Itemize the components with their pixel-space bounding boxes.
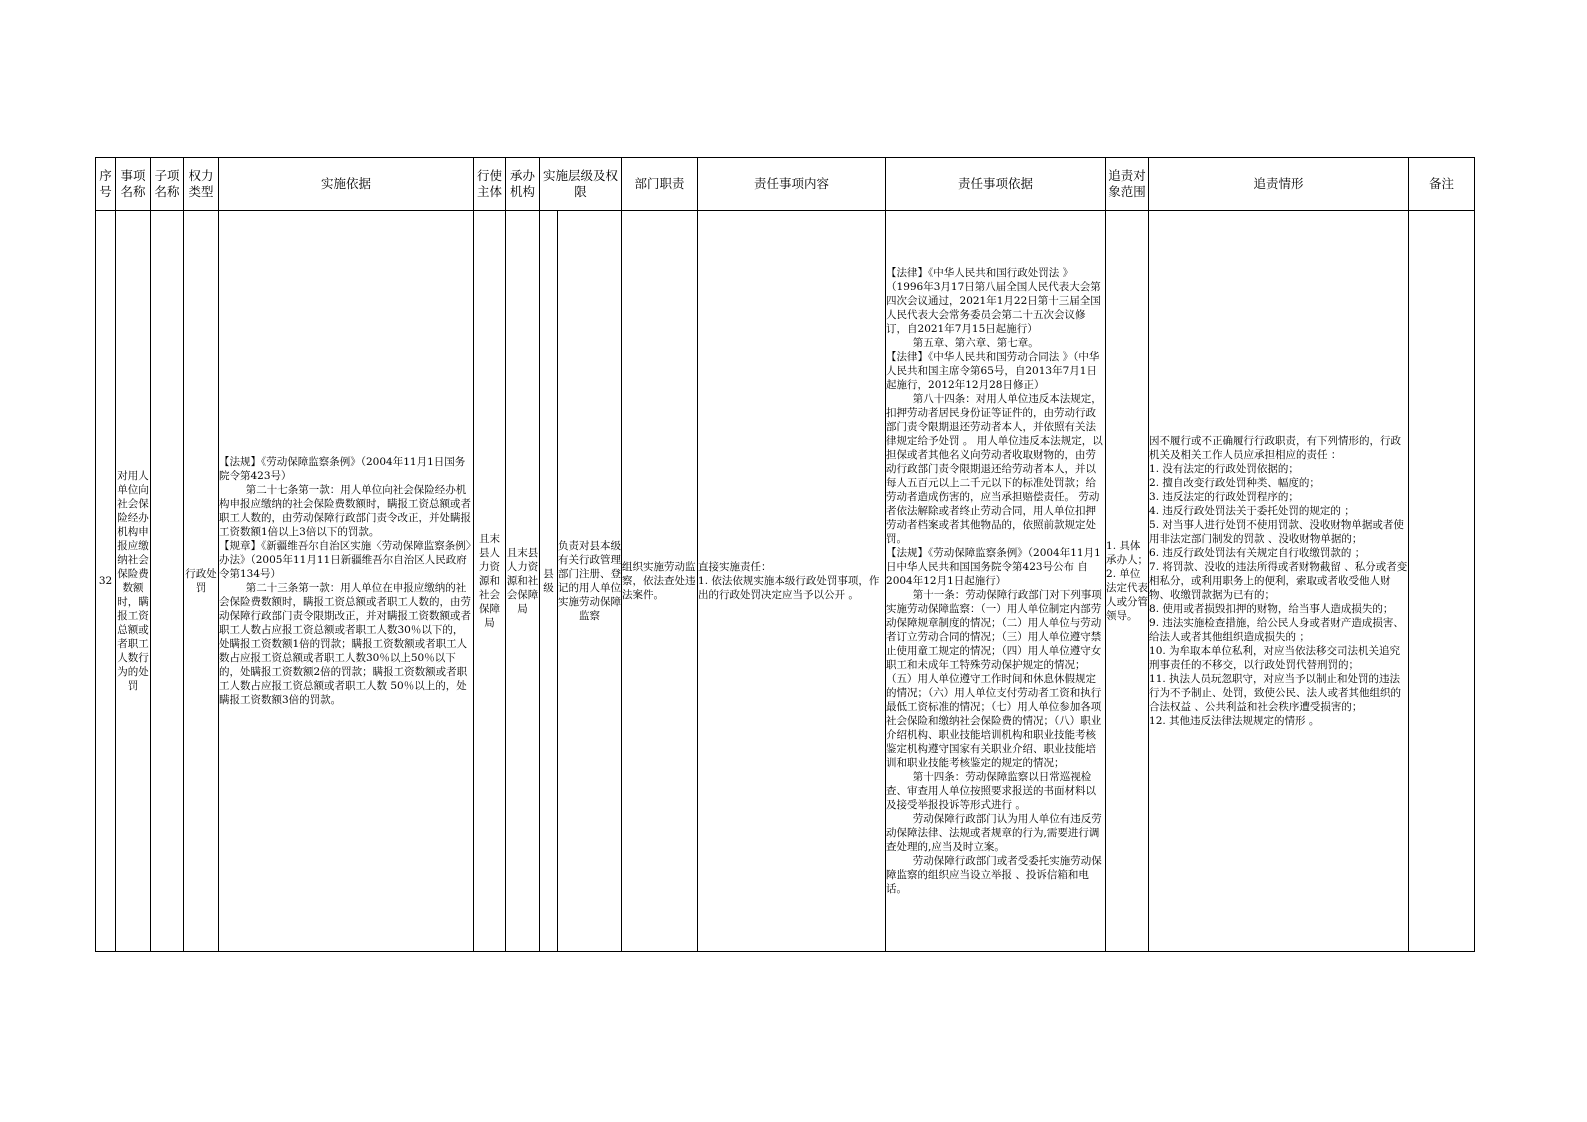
cell-subject: 且末县人力资源和社会保障局 [474,211,506,952]
cell-level-name: 县级 [540,211,558,952]
header-level: 实施层级及权限 [540,158,622,211]
cell-resp-content: 直接实施责任： 1. 依法依规实施本级行政处罚事项，作出的行政处罚决定应当予以公开 。 [698,211,886,952]
header-basis: 实施依据 [219,158,474,211]
cell-dept-duty: 组织实施劳动监察，依法查处违法案件。 [622,211,698,952]
header-scope: 追责对象范围 [1106,158,1149,211]
power-list-table [95,157,1475,952]
cell-accountability: 因不履行或不正确履行行政职责，有下列情形的，行政机关及相关工作人员应承担相应的责任 ： 1. 没有法定的行政处罚依据的； 2. 擅自改变行政处罚种类、幅度的； 3. 违反法定的行政处罚程序的； 4. 违反行政处罚法关于委托处罚的规定的 ； 5. 对当事人进行处罚不使用罚款、没收财物单据或者使用非法定部门制发的罚款 、没收财物单据的； 6. 违反行政处罚法有关规定自行收缴罚款的 ； 7. 将罚款、没收的违法所得或者财物截留 、私分或者变相私分，或利用职务上的便利，索取或者收受他人财物、收缴罚款据为已有的； 8. 使用或者损毁扣押的财物，给当事人造成损失的； 9. 违法实施检查措施，给公民人身或者财产造成损害、给法人或者其他组织造成损失的 ； 10. 为牟取本单位私利，对应当依法移交司法机关追究刑事责任的不移交，以行政处罚代替刑罚的； 11. 执法人员玩忽职守，对应当予以制止和处罚的违法行为不予制止、处罚，致使公民、法人或者其他组织的合法权益 、公共利益和社会秩序遭受损害的； 12. 其他违反法律法规规定的情形 。 [1149,211,1409,952]
header-accountability: 追责情形 [1149,158,1409,211]
cell-remarks [1409,211,1475,952]
cell-sub-item-name [151,211,184,952]
header-row [96,158,1475,211]
cell-scope: 1. 具体承办人； 2. 单位法定代表人或分管领导。 [1106,211,1149,952]
header-undertaker: 承办机构 [506,158,540,211]
cell-resp-basis: 【法律】《中华人民共和国行政处罚法 》（1996年3月17日第八届全国人民代表大会第四次会议通过，2021年1月22日第十三届全国人民代表大会常务委员会第二十五次会议修订，自2021年7月15日起施行） 第五章、第六章、第七章。 【法律】《中华人民共和国劳动合同法 》（中华人民共和国主席令第65号，自2013年7月1日起施行，2012年12月28日修正） 第八十四条：对用人单位违反本法规定，扣押劳动者居民身份证等证件的，由劳动行政部门责令限期退还劳动者本人，并依照有关法律规定给予处罚 。 用人单位违反本法规定，以担保或者其他名义向劳动者收取财物的，由劳动行政部门责令限期退还给劳动者本人，并以每人五百元以上二千元以下的标准处罚款；给劳动者造成伤害的，应当承担赔偿责任。 劳动者依法解除或者终止劳动合同，用人单位扣押劳动者档案或者其他物品的，依照前款规定处罚。 【法规】《劳动保障监察条例》（2004年11月1日中华人民共和国国务院令第423号公布 自2004年12月1日起施行） 第十一条：劳动保障行政部门对下列事项实施劳动保障监察：（一）用人单位制定内部劳动保障规章制度的情况；（二）用人单位与劳动者订立劳动合同的情况；（三）用人单位遵守禁止使用童工规定的情况；（四）用人单位遵守女职工和未成年工特殊劳动保护规定的情况；（五）用人单位遵守工作时间和休息休假规定的情况；（六）用人单位支付劳动者工资和执行最低工资标准的情况；（七）用人单位参加各项社会保险和缴纳社会保险费的情况；（八）职业介绍机构、职业技能培训机构和职业技能考核鉴定机构遵守国家有关职业介绍、职业技能培训和职业技能考核鉴定的规定的情况； 第十四条：劳动保障监察以日常巡视检查、审查用人单位按照要求报送的书面材料以及接受举报投诉等形式进行 。 劳动保障行政部门认为用人单位有违反劳动保障法律、法规或者规章的行为,需要进行调查处理的,应当及时立案。 劳动保障行政部门或者受委托实施劳动保障监察的组织应当设立举报 、投诉信箱和电话。 [886,211,1106,952]
header-resp-content: 责任事项内容 [698,158,886,211]
cell-basis: 【法规】《劳动保障监察条例》（2004年11月1日国务院令第423号） 第二十七条第一款：用人单位向社会保险经办机构申报应缴纳的社会保险费数额时，瞒报工资总额或者职工人数的，由劳动保障行政部门责令改正，并处瞒报工资数额1倍以上3倍以下的罚款。 【规章】《新疆维吾尔自治区实施〈劳动保障监察条例〉办法》（2005年11月11日新疆维吾尔自治区人民政府令第134号） 第二十三条第一款：用人单位在申报应缴纳的社会保险费数额时，瞒报工资总额或者职工人数的，由劳动保障行政部门责令限期改正，并对瞒报工资数额或者职工人数占应报工资总额或者职工人数30％以下的，处瞒报工资数额1倍的罚款；瞒报工资数额或者职工人数占应报工资总额或者职工人数30％以上50％以下的，处瞒报工资数额2倍的罚款；瞒报工资数额或者职工人数占应报工资总额或者职工人数 50％以上的，处瞒报工资数额3倍的罚款。 [219,211,474,952]
header-item-name: 事项名称 [116,158,151,211]
cell-seq: 32 [96,211,116,952]
header-seq: 序号 [96,158,116,211]
header-dept-duty: 部门职责 [622,158,698,211]
cell-power-type: 行政处罚 [184,211,219,952]
header-power-type: 权力类型 [184,158,219,211]
cell-item-name: 对用人单位向社会保险经办机构申报应缴纳社会保险费数额时，瞒报工资总额或者职工人数行为的处罚 [116,211,151,952]
header-sub-item-name: 子项名称 [151,158,184,211]
header-remarks: 备注 [1409,158,1475,211]
cell-undertaker: 且末县人力资源和社会保障局 [506,211,540,952]
table-row [96,211,1475,952]
header-resp-basis: 责任事项依据 [886,158,1106,211]
header-subject: 行使主体 [474,158,506,211]
cell-level-authority: 负责对县本级有关行政管理部门注册、登记的用人单位实施劳动保障监察 [558,211,622,952]
